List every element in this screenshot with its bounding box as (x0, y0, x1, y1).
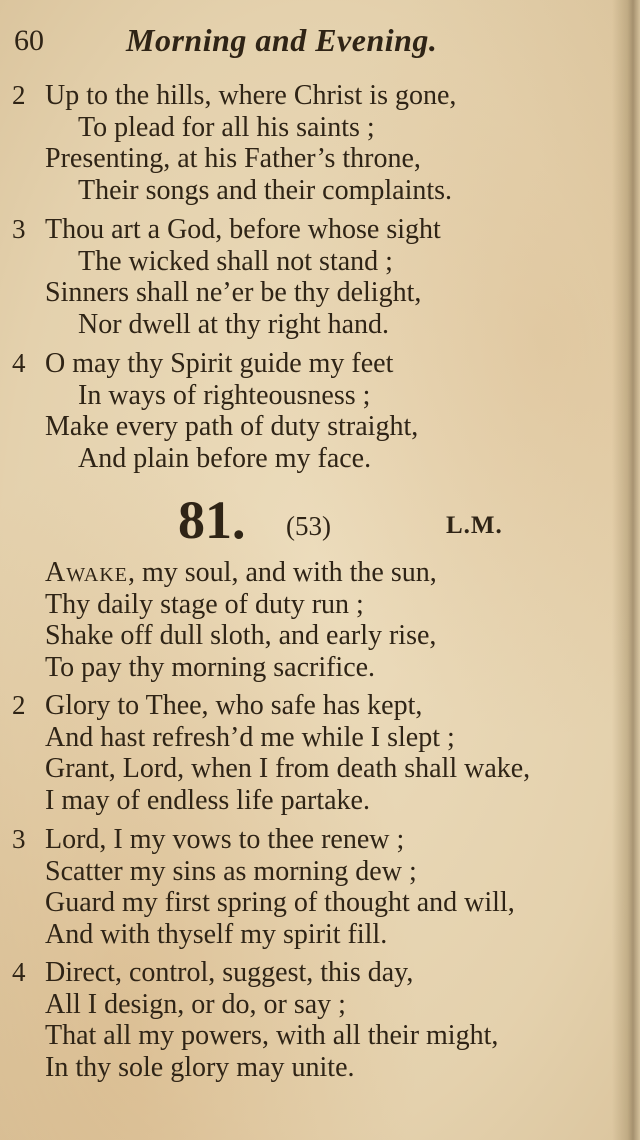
stanza-line (0, 112, 620, 144)
verse-text: And with thyself my spirit fill. (45, 918, 388, 950)
verse-text: Scatter my sins as morning dew ; (45, 855, 417, 887)
verse-text: Presenting, at his Father’s throne, (45, 143, 421, 174)
stanza-line (0, 1052, 620, 1084)
page-header (14, 20, 600, 70)
stanza-line (0, 143, 620, 175)
stanza-line (0, 690, 620, 722)
stanza-line (0, 919, 620, 951)
stanza-line (0, 785, 620, 817)
stanza-line (0, 824, 620, 856)
hymn-number: 81. (178, 490, 246, 550)
stanza-continued-3 (0, 214, 620, 340)
verse-number: 4 (12, 348, 26, 378)
verse-text: In thy sole glory may unite. (45, 1051, 355, 1083)
verse-text: Make every path of duty straight, (45, 411, 419, 442)
stanza-line (0, 380, 620, 412)
stanza-line (0, 557, 620, 589)
verse-text: O may thy Spirit guide my feet (45, 348, 394, 379)
verse-text: The wicked shall not stand ; (78, 245, 393, 277)
stanza-line (0, 722, 620, 754)
verse-text: To plead for all his saints ; (78, 111, 375, 143)
stanza-line (0, 620, 620, 652)
verse-text: I may of endless life partake. (45, 784, 370, 816)
opening-line-rest: , my soul, and with the sun, (127, 557, 437, 588)
running-title: Morning and Evening. (126, 22, 438, 58)
verse-text: To pay thy morning sacrifice. (45, 651, 376, 683)
stanza-line (0, 214, 620, 246)
hymn-alt-number: (53) (286, 511, 331, 541)
stanza-line (0, 856, 620, 888)
stanza-line (0, 989, 620, 1021)
stanza-line (0, 589, 620, 621)
stanza-line (0, 80, 620, 112)
verse-text: Direct, control, suggest, this day, (45, 957, 414, 988)
verse-number: 3 (12, 214, 26, 244)
stanza-line (0, 887, 620, 919)
verse-text: That all my powers, with all their might, (45, 1020, 499, 1051)
verse-number: 3 (12, 824, 26, 854)
hymn-stanza-3 (0, 824, 620, 950)
verse-text: Up to the hills, where Christ is gone, (45, 80, 457, 111)
verse-text (45, 557, 437, 589)
verse-number: 4 (12, 957, 26, 987)
verse-text: In ways of righteousness ; (78, 379, 371, 411)
verse-text: Shake off dull sloth, and early rise, (45, 620, 437, 651)
stanza-line (0, 246, 620, 278)
stanza-line (0, 348, 620, 380)
verse-text: Glory to Thee, who safe has kept, (45, 690, 423, 721)
stanza-continued-2 (0, 80, 620, 206)
stanza-line (0, 175, 620, 207)
verse-text: Nor dwell at thy right hand. (78, 308, 390, 340)
verse-text: All I design, or do, or say ; (45, 988, 346, 1020)
stanza-line (0, 277, 620, 309)
verse-number: 2 (12, 80, 26, 110)
stanza-line (0, 957, 620, 989)
verse-text: Thou art a God, before whose sight (45, 214, 441, 245)
stanza-line (0, 443, 620, 475)
verse-text: And plain before my face. (78, 442, 372, 474)
hymn-stanza-4 (0, 957, 620, 1083)
verse-number: 2 (12, 690, 26, 720)
hymn-meter: L.M. (446, 512, 503, 539)
verse-text: Their songs and their complaints. (78, 174, 453, 206)
hymn-stanza-2 (0, 690, 620, 816)
stanza-line (0, 411, 620, 443)
stanza-line (0, 652, 620, 684)
opening-word: Awake (45, 557, 128, 588)
hymn-heading (0, 490, 640, 550)
verse-text: Lord, I my vows to thee renew ; (45, 824, 405, 855)
stanza-line (0, 753, 620, 785)
verse-text: And hast refresh’d me while I slept ; (45, 721, 455, 753)
verse-text: Grant, Lord, when I from death shall wake, (45, 753, 531, 784)
verse-text: Thy daily stage of duty run ; (45, 588, 364, 620)
stanza-line (0, 1020, 620, 1052)
stanza-line (0, 309, 620, 341)
verse-text: Sinners shall ne’er be thy delight, (45, 277, 422, 308)
stanza-continued-4 (0, 348, 620, 474)
page-number: 60 (14, 24, 44, 57)
verse-text: Guard my first spring of thought and will, (45, 887, 515, 918)
hymn-stanza-1 (0, 557, 620, 683)
